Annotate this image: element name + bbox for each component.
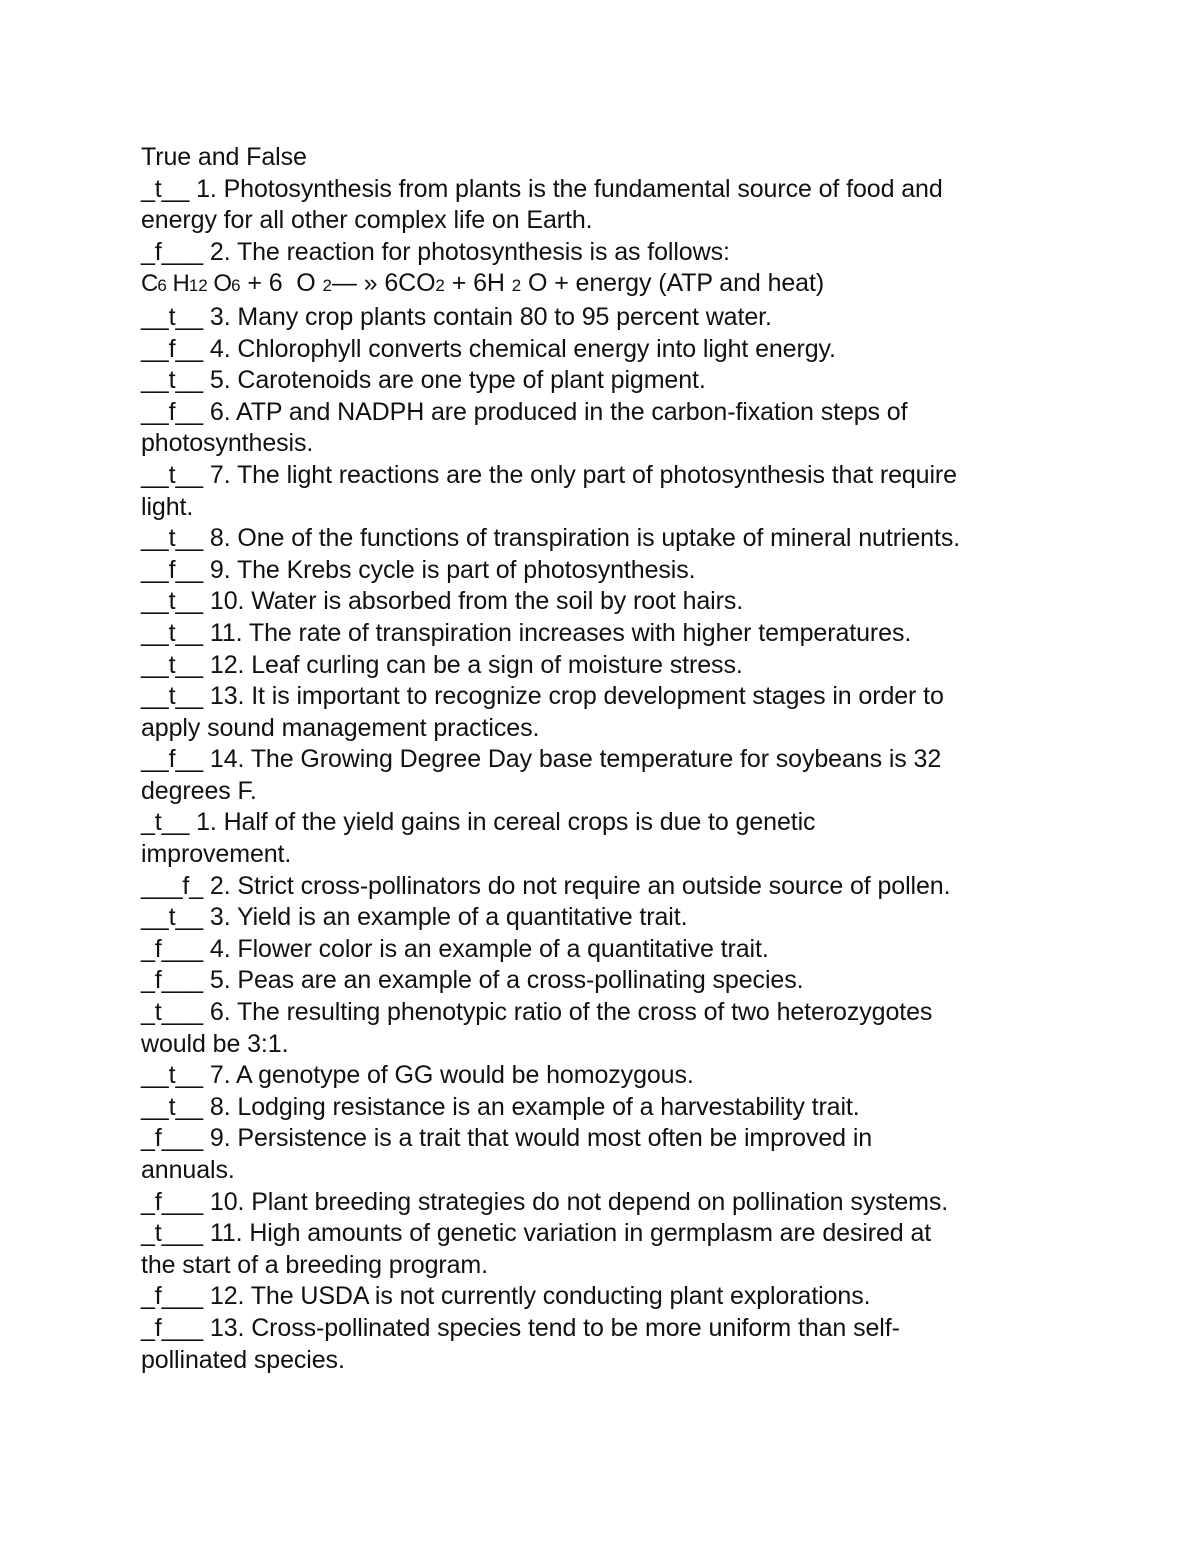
formula-h: H: [166, 270, 189, 298]
text-line: __f__ 14. The Growing Degree Day base temperature for soybeans is 32: [141, 745, 942, 774]
text-line: _f___ 10. Plant breeding strategies do not depend on pollination systems.: [141, 1187, 949, 1216]
formula-subscript: 6: [157, 276, 167, 296]
text-line: __t__ 13. It is important to recognize crop development stages in order to: [141, 682, 944, 711]
text-line: __t__ 10. Water is absorbed from the soil by root hairs.: [141, 587, 744, 616]
formula-subscript: 2: [511, 276, 522, 296]
formula-c: C: [141, 270, 158, 298]
text-line: __t__ 7. A genotype of GG would be homozygous.: [141, 1061, 694, 1090]
formula-text: O + energy (ATP and heat): [521, 269, 825, 298]
text-line: __t__ 5. Carotenoids are one type of plant pigment.: [141, 366, 706, 395]
formula-text: + 6 O: [240, 269, 323, 298]
text-line: improvement.: [141, 840, 292, 869]
text-line: the start of a breeding program.: [141, 1250, 488, 1279]
formula-text: + 6H: [444, 269, 512, 298]
text-line: __t__ 8. Lodging resistance is an example of a harvestability trait.: [141, 1092, 860, 1121]
text-line: photosynthesis.: [141, 429, 314, 458]
formula-subscript: 12: [188, 276, 208, 296]
text-line: __t__ 3. Many crop plants contain 80 to 95 percent water.: [141, 302, 772, 331]
formula-subscript: 6: [231, 276, 241, 296]
text-line: ___f_ 2. Strict cross-pollinators do not require an outside source of pollen.: [141, 871, 951, 900]
document-page: [141, 142, 1061, 1376]
text-line: __f__ 6. ATP and NADPH are produced in the carbon-fixation steps of: [141, 397, 908, 426]
text-line: __t__ 12. Leaf curling can be a sign of moisture stress.: [141, 650, 743, 679]
text-line: pollinated species.: [141, 1345, 345, 1374]
text-line: __f__ 4. Chlorophyll converts chemical energy into light energy.: [141, 334, 836, 363]
formula-subscript: 2: [322, 276, 332, 296]
formula-arrow: — »: [331, 269, 385, 298]
text-line: degrees F.: [141, 776, 257, 805]
text-line: _t___ 11. High amounts of genetic variation in germplasm are desired at: [141, 1219, 932, 1248]
text-line: energy for all other complex life on Earth.: [141, 206, 593, 235]
text-line: annuals.: [141, 1156, 235, 1184]
text-line: __t__ 3. Yield is an example of a quantitative trait.: [141, 903, 688, 932]
text-line: apply sound management practices.: [141, 713, 540, 742]
text-line: _f___ 13. Cross-pollinated species tend to be more uniform than self-: [141, 1313, 900, 1342]
text-line: _f___ 12. The USDA is not currently conducting plant explorations.: [141, 1282, 871, 1311]
document-title: True and False: [141, 143, 307, 171]
formula-subscript: 2: [435, 276, 445, 296]
text-line: _t___ 6. The resulting phenotypic ratio of the cross of two heterozygotes: [141, 998, 933, 1027]
text-line: _f___ 9. Persistence is a trait that would most often be improved in: [141, 1124, 873, 1153]
text-line: would be 3:1.: [141, 1029, 289, 1058]
formula-text: 6CO: [384, 269, 436, 298]
text-line: _f___ 2. The reaction for photosynthesis is as follows:: [141, 237, 730, 266]
text-line: _t__ 1. Photosynthesis from plants is the fundamental source of food and: [141, 174, 943, 203]
text-line: __f__ 9. The Krebs cycle is part of photosynthesis.: [141, 555, 696, 584]
text-line: __t__ 11. The rate of transpiration increases with higher temperatures.: [141, 618, 912, 647]
text-line: light.: [141, 492, 194, 521]
text-line: _t__ 1. Half of the yield gains in cereal crops is due to genetic: [141, 808, 816, 837]
formula-o: O: [207, 270, 232, 298]
text-line: _f___ 5. Peas are an example of a cross-pollinating species.: [141, 966, 804, 995]
chemical-equation: [141, 268, 1061, 302]
text-line: __t__ 8. One of the functions of transpiration is uptake of mineral nutrients.: [141, 524, 961, 553]
text-line: _f___ 4. Flower color is an example of a quantitative trait.: [141, 934, 769, 963]
text-line: __t__ 7. The light reactions are the only part of photosynthesis that require: [141, 460, 957, 489]
